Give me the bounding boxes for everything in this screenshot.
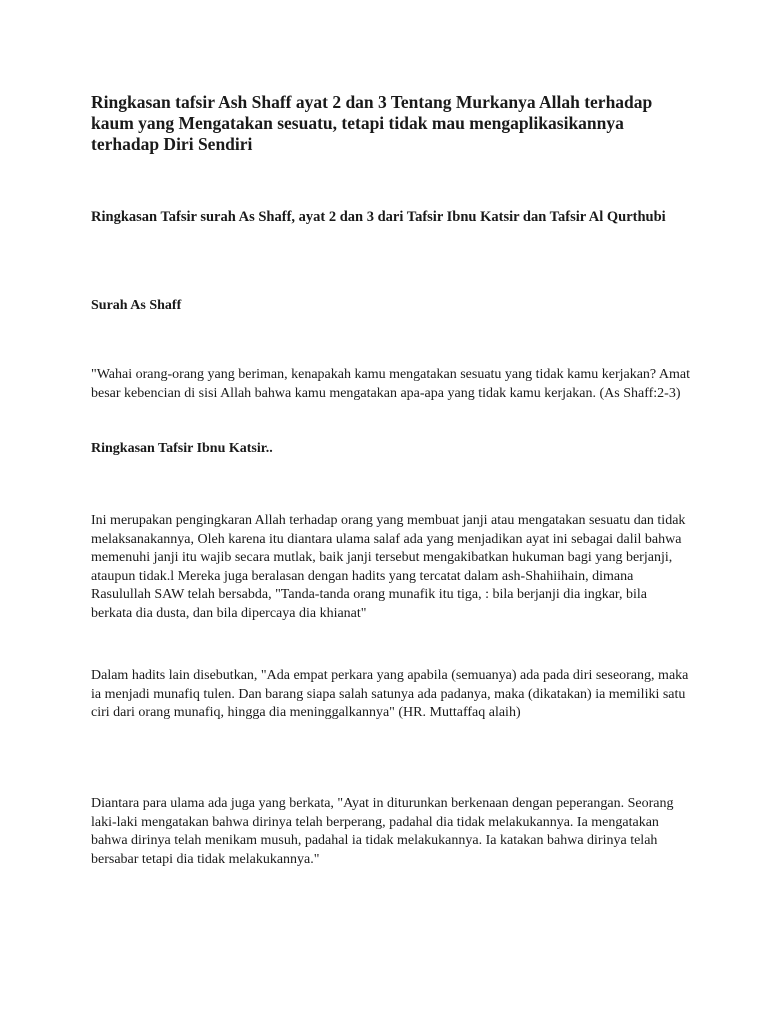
document-title: Ringkasan tafsir Ash Shaff ayat 2 dan 3 Tentang Murkanya Allah terhadap kaum yang Mengatakan sesuatu, tetapi tidak mau mengaplikasikannya terhadap Diri Sendiri: [91, 92, 653, 154]
paragraph-3: Diantara para ulama ada juga yang berkata, "Ayat in diturunkan berkenaan dengan peperangan. Seorang laki-laki mengatakan bahwa dirinya telah berperang, padahal dia tidak melakukannya. Ia mengatakan bahwa dirinya telah menikam musuh, padahal ia tidak melakukannya. Ia katakan bahwa dirinya telah bersabar tetapi dia tidak melakukannya.": [91, 796, 674, 867]
section-heading-surah: Surah As Shaff: [91, 298, 182, 313]
document-subtitle: Ringkasan Tafsir surah As Shaff, ayat 2 dan 3 dari Tafsir Ibnu Katsir dan Tafsir Al Qurthubi: [91, 209, 666, 225]
paragraph-2: Dalam hadits lain disebutkan, "Ada empat perkara yang apabila (semuanya) ada pada diri seseorang, maka ia menjadi munafiq tulen. Dan barang siapa salah satunya ada padanya, maka (dikatakan) ia memiliki satu ciri dari orang munafiq, hingga dia meninggalkannya" (HR. Muttaffaq alaih): [91, 668, 689, 721]
paragraph-1: Ini merupakan pengingkaran Allah terhadap orang yang membuat janji atau mengatakan sesuatu dan tidak melaksanakannya, Oleh karena itu diantara ulama salaf ada yang menjadikan ayat ini sebagai dalil bahwa memenuhi janji itu wajib secara mutlak, baik janji tersebut mengakibatkan hukuman bagi yang berjanji, ataupun tidak.l Mereka juga beralasan dengan hadits yang tercatat dalam ash-Shahiihain, dimana Rasulullah SAW telah bersabda, "Tanda-tanda orang munafik itu tiga, : bila berjanji dia ingkar, bila berkata dia dusta, dan bila dipercaya dia khianat": [91, 513, 686, 621]
section-heading-ibnu-katsir: Ringkasan Tafsir Ibnu Katsir..: [91, 441, 273, 456]
verse-quote: "Wahai orang-orang yang beriman, kenapakah kamu mengatakan sesuatu yang tidak kamu kerjakan? Amat besar kebencian di sisi Allah bahwa kamu mengatakan apa-apa yang tidak kamu kerjakan. (As Shaff:2-3): [91, 367, 690, 401]
